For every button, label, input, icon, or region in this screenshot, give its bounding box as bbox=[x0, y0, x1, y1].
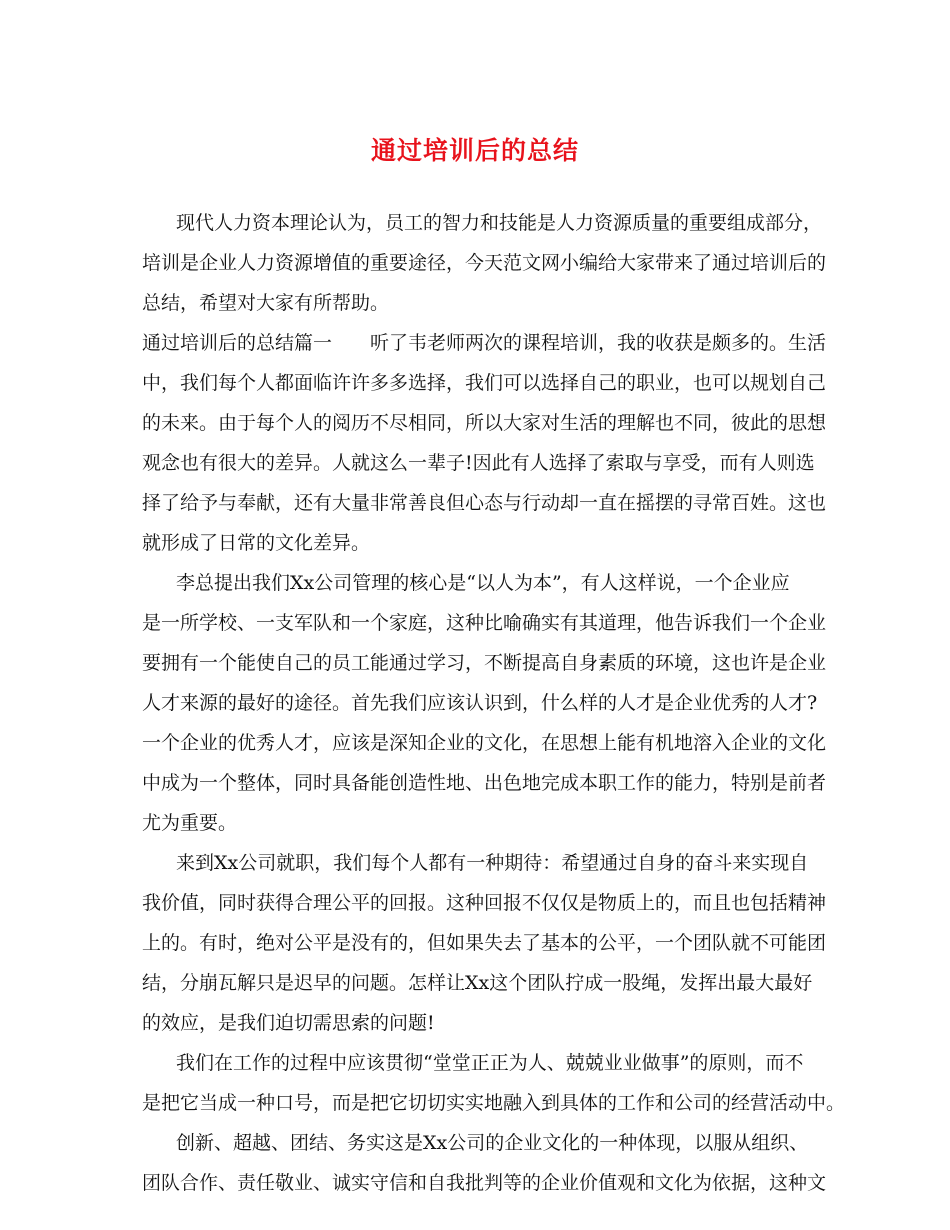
text-line: 观念也有很大的差异。人就这么一辈子!因此有人选择了索取与享受，而有人则选 bbox=[142, 452, 815, 474]
text-line: 结，分崩瓦解只是迟早的问题。怎样让Xx这个团队拧成一股绳，发挥出最大最好 bbox=[142, 972, 813, 994]
text-line: 一个企业的优秀人才，应该是深知企业的文化，在思想上能有机地溶入企业的文化 bbox=[142, 732, 827, 754]
text-line: 李总提出我们Xx公司管理的核心是“以人为本”，有人这样说，一个企业应 bbox=[176, 572, 790, 594]
text-line: 团队合作、责任敬业、诚实守信和自我批判等的企业价值观和文化为依据，这种文 bbox=[142, 1172, 827, 1194]
text-line: 培训是企业人力资源增值的重要途径，今天范文网小编给大家带来了通过培训后的 bbox=[142, 252, 827, 274]
document-title: 通过培训后的总结 bbox=[370, 136, 579, 165]
text-line: 尤为重要。 bbox=[142, 812, 238, 834]
text-line: 中，我们每个人都面临许许多多选择，我们可以选择自己的职业，也可以规划自己 bbox=[142, 372, 827, 394]
text-line: 来到Xx公司就职，我们每个人都有一种期待：希望通过自身的奋斗来实现自 bbox=[176, 852, 809, 874]
text-line: 通过培训后的总结篇一 听了韦老师两次的课程培训，我的收获是颇多的。生活 bbox=[142, 332, 827, 354]
text-line: 的效应，是我们迫切需思索的问题! bbox=[142, 1012, 435, 1034]
text-line: 是把它当成一种口号，而是把它切切实实地融入到具体的工作和公司的经营活动中。 bbox=[142, 1092, 846, 1114]
text-line: 中成为一个整体，同时具备能创造性地、出色地完成本职工作的能力，特别是前者 bbox=[142, 772, 827, 794]
text-line: 总结，希望对大家有所帮助。 bbox=[142, 292, 390, 314]
text-line: 择了给予与奉献，还有大量非常善良但心态与行动却一直在摇摆的寻常百姓。这也 bbox=[142, 492, 827, 514]
text-line: 是一所学校、一支军队和一个家庭，这种比喻确实有其道理，他告诉我们一个企业 bbox=[142, 612, 827, 634]
text-line: 要拥有一个能使自己的员工能通过学习，不断提高自身素质的环境，这也许是企业 bbox=[142, 652, 827, 674]
text-line: 就形成了日常的文化差异。 bbox=[142, 532, 371, 554]
text-line: 现代人力资本理论认为，员工的智力和技能是人力资源质量的重要组成部分， bbox=[176, 212, 823, 234]
text-line: 我价值，同时获得合理公平的回报。这种回报不仅仅是物质上的，而且也包括精神 bbox=[142, 892, 827, 914]
text-line: 创新、超越、团结、务实这是Xx公司的企业文化的一种体现，以服从组织、 bbox=[176, 1132, 809, 1154]
text-line: 上的。有时，绝对公平是没有的，但如果失去了基本的公平，一个团队就不可能团 bbox=[142, 932, 827, 954]
document-body bbox=[142, 203, 846, 1203]
text-line: 我们在工作的过程中应该贯彻“堂堂正正为人、兢兢业业做事”的原则，而不 bbox=[176, 1052, 804, 1074]
text-line: 人才来源的最好的途径。首先我们应该认识到，什么样的人才是企业优秀的人才? bbox=[142, 692, 818, 714]
text-line: 的未来。由于每个人的阅历不尽相同，所以大家对生活的理解也不同，彼此的思想 bbox=[142, 412, 827, 434]
